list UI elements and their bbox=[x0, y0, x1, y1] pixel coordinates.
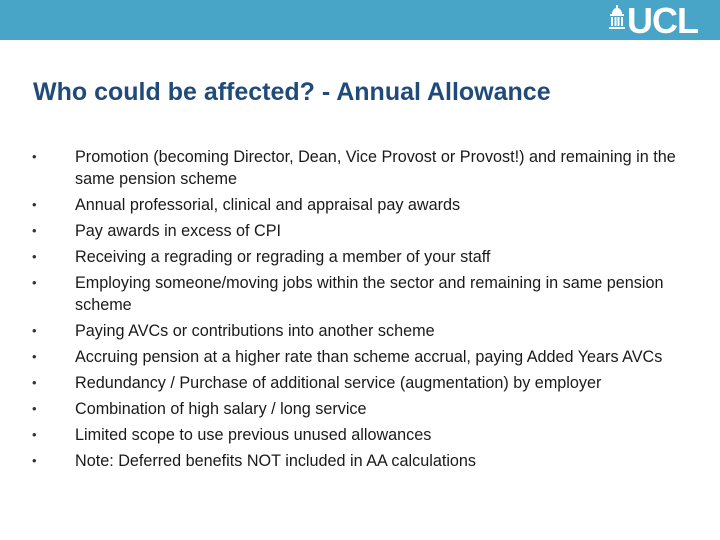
bullet-text: Promotion (becoming Director, Dean, Vice Provost or Provost!) and remaining in the same pension scheme bbox=[75, 148, 676, 188]
bullet-item bbox=[32, 272, 702, 316]
bullet-item bbox=[32, 424, 702, 446]
bullet-marker: • bbox=[32, 249, 37, 264]
portico-icon bbox=[609, 5, 625, 31]
bullet-marker: • bbox=[32, 223, 37, 238]
bullet-text: Combination of high salary / long service bbox=[75, 400, 367, 418]
bullet-item bbox=[32, 320, 702, 342]
bullet-marker: • bbox=[32, 323, 37, 338]
bullet-text: Employing someone/moving jobs within the sector and remaining in same pension scheme bbox=[75, 274, 664, 314]
bullet-marker: • bbox=[32, 453, 37, 468]
bullet-marker: • bbox=[32, 427, 37, 442]
bullet-list bbox=[32, 146, 702, 476]
bullet-item bbox=[32, 346, 702, 368]
bullet-text: Accruing pension at a higher rate than scheme accrual, paying Added Years AVCs bbox=[75, 348, 663, 366]
bullet-marker: • bbox=[32, 197, 37, 212]
bullet-item bbox=[32, 194, 702, 216]
bullet-marker: • bbox=[32, 275, 37, 290]
bullet-text: Redundancy / Purchase of additional service (augmentation) by employer bbox=[75, 374, 602, 392]
bullet-text: Paying AVCs or contributions into another scheme bbox=[75, 322, 435, 340]
bullet-text: Limited scope to use previous unused allowances bbox=[75, 426, 432, 444]
bullet-item bbox=[32, 372, 702, 394]
bullet-item bbox=[32, 398, 702, 420]
bullet-text: Note: Deferred benefits NOT included in AA calculations bbox=[75, 452, 477, 470]
bullet-marker: • bbox=[32, 401, 37, 416]
slide-title: Who could be affected? - Annual Allowance bbox=[33, 78, 551, 106]
bullet-item bbox=[32, 146, 702, 190]
bullet-item bbox=[32, 450, 702, 472]
bullet-item bbox=[32, 246, 702, 268]
bullet-item bbox=[32, 220, 702, 242]
bullet-text: Pay awards in excess of CPI bbox=[75, 222, 282, 240]
logo-text: UCL bbox=[627, 0, 698, 41]
bullet-text: Receiving a regrading or regrading a member of your staff bbox=[75, 248, 491, 266]
bullet-marker: • bbox=[32, 375, 37, 390]
bullet-marker: • bbox=[32, 349, 37, 364]
bullet-text: Annual professorial, clinical and appraisal pay awards bbox=[75, 196, 461, 214]
ucl-logo bbox=[609, 0, 698, 41]
header-bar bbox=[0, 0, 720, 40]
bullet-marker: • bbox=[32, 149, 37, 164]
